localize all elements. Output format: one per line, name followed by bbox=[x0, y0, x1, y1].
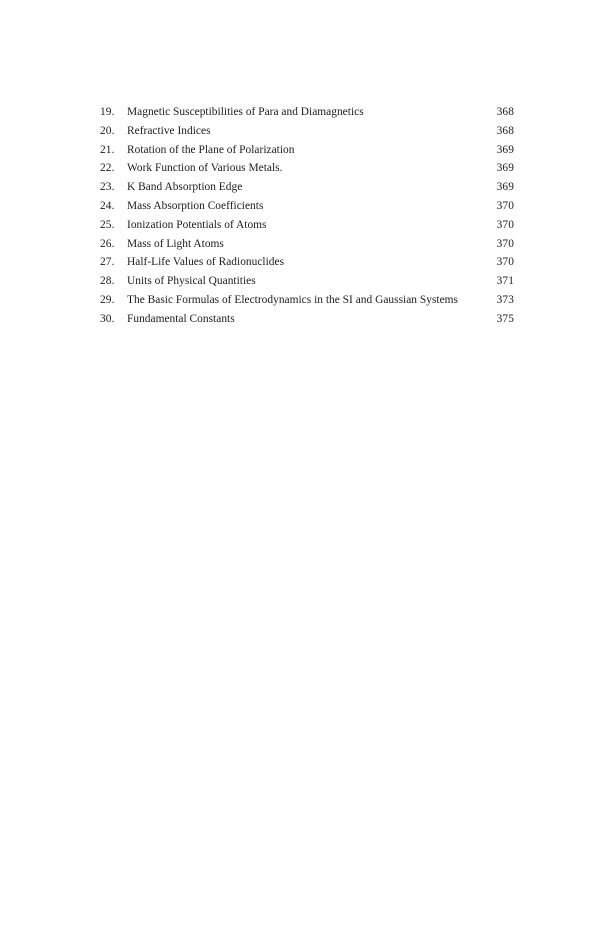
toc-entry-page-number: 370 bbox=[496, 237, 514, 250]
toc-entry-number: 25. bbox=[100, 218, 115, 231]
toc-entry[interactable] bbox=[100, 253, 514, 272]
toc-entry-page-number: 371 bbox=[496, 275, 514, 288]
toc-entry-number: 19. bbox=[100, 106, 115, 118]
toc-entry[interactable] bbox=[100, 141, 514, 160]
toc-entry-page-number: 375 bbox=[496, 312, 514, 325]
toc-entry-number: 28. bbox=[100, 275, 115, 288]
toc-entry-number: 29. bbox=[100, 293, 115, 306]
toc-entry-title: Mass of Light Atoms bbox=[127, 237, 224, 250]
toc-entry-title: Work Function of Various Metals. bbox=[127, 162, 283, 175]
table-of-contents-list bbox=[100, 103, 514, 329]
toc-entry[interactable] bbox=[100, 122, 514, 141]
toc-entry-page-number: 369 bbox=[496, 143, 514, 156]
toc-entry-page-number: 369 bbox=[496, 162, 514, 175]
toc-entry-page-number: 370 bbox=[496, 256, 514, 269]
toc-entry-title: Ionization Potentials of Atoms bbox=[127, 218, 267, 231]
toc-entry-page-number: 370 bbox=[496, 218, 514, 231]
toc-entry-title: Half-Life Values of Radionuclides bbox=[127, 256, 285, 269]
toc-entry-title: Fundamental Constants bbox=[127, 312, 235, 325]
toc-entry-number: 22. bbox=[100, 162, 115, 175]
toc-entry-title: Rotation of the Plane of Polarization bbox=[127, 143, 295, 156]
toc-entry-title: The Basic Formulas of Electrodynamics in the SI and Gaussian Systems bbox=[127, 293, 458, 306]
toc-entry[interactable] bbox=[100, 216, 514, 235]
toc-entry-page-number: 373 bbox=[496, 293, 514, 306]
toc-entry-number: 24. bbox=[100, 199, 115, 212]
toc-entry-number: 30. bbox=[100, 312, 115, 325]
toc-entry[interactable] bbox=[100, 197, 514, 216]
toc-entry-page-number: 369 bbox=[496, 181, 514, 194]
toc-entry[interactable] bbox=[100, 291, 514, 310]
toc-entry-title: Units of Physical Quantities bbox=[127, 275, 256, 288]
toc-entry[interactable] bbox=[100, 178, 514, 197]
toc-entry-title: K Band Absorption Edge bbox=[127, 181, 243, 194]
toc-entry-title: Mass Absorption Coefficients bbox=[127, 199, 264, 212]
toc-entry[interactable] bbox=[100, 235, 514, 254]
toc-entry-page-number: 368 bbox=[496, 124, 514, 137]
toc-entry-title: Magnetic Susceptibilities of Para and Diamagnetics bbox=[127, 106, 364, 118]
toc-entry[interactable] bbox=[100, 103, 514, 122]
toc-entry[interactable] bbox=[100, 272, 514, 291]
toc-entry-number: 23. bbox=[100, 181, 115, 194]
toc-entry[interactable] bbox=[100, 310, 514, 329]
toc-entry[interactable] bbox=[100, 159, 514, 178]
toc-entry-number: 21. bbox=[100, 143, 115, 156]
toc-entry-number: 27. bbox=[100, 256, 115, 269]
toc-entry-page-number: 368 bbox=[496, 106, 514, 118]
toc-entry-number: 26. bbox=[100, 237, 115, 250]
toc-entry-page-number: 370 bbox=[496, 199, 514, 212]
toc-entry-title: Refractive Indices bbox=[127, 124, 211, 137]
toc-entry-number: 20. bbox=[100, 124, 115, 137]
